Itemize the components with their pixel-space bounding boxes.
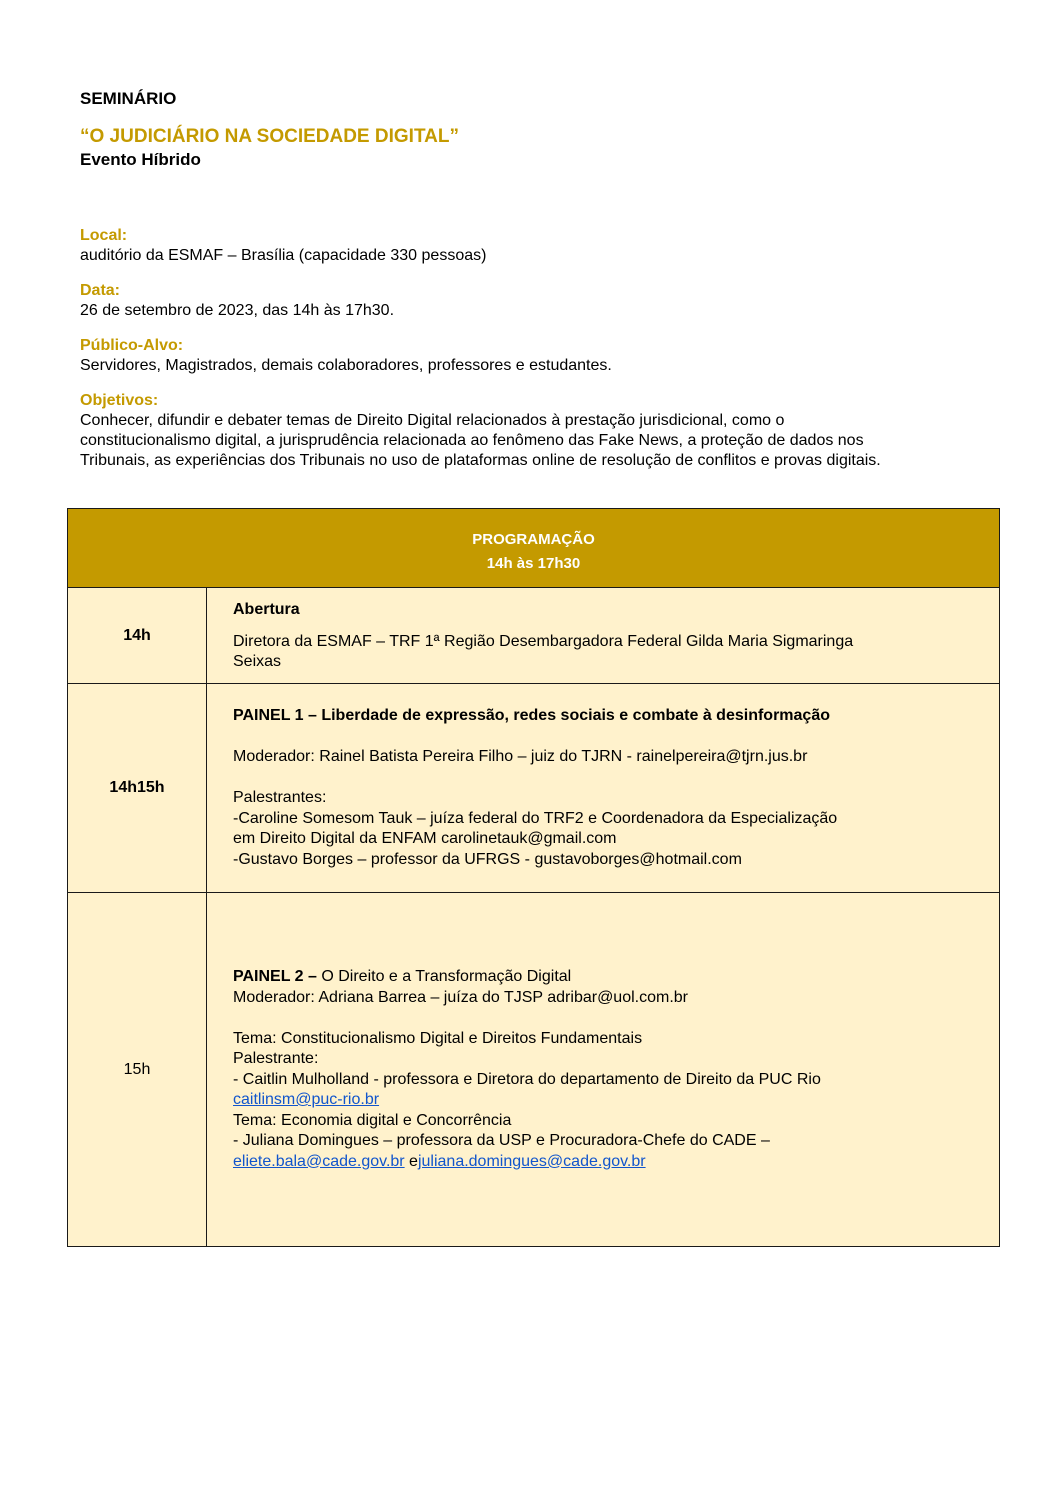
session-content [233,967,979,1172]
program-hours: 14h às 17h30 [486,555,581,572]
speaker-line: - Juliana Domingues – professora da USP e Procuradora-Chefe do CADE – [233,1132,770,1149]
moderator: Moderador: Adriana Barrea – juíza do TJSP adribar@uol.com.br [233,988,688,1006]
session-detail: Seixas [233,653,282,670]
speaker-line: -Caroline Somesom Tauk – juíza federal do TRF2 e Coordenadora da Especialização [233,809,838,827]
date-section [80,281,1000,321]
event-subtitle: Evento Híbrido [80,150,201,169]
session-time: 14h15h [68,684,207,892]
theme: Tema: Constitucionalismo Digital e Direitos Fundamentais [233,1029,643,1047]
audience-section [80,336,1000,376]
theme: Tema: Economia digital e Concorrência [233,1111,512,1129]
session-title-text: O Direito e a Transformação Digital [316,968,572,985]
objectives-line: Conhecer, difundir e debater temas de Direito Digital relacionados à prestação jurisdicional, como o [80,412,785,429]
schedule-row-abertura [67,588,1000,684]
moderator: Moderador: Rainel Batista Pereira Filho – juiz do TJRN - rainelpereira@tjrn.jus.br [233,748,808,765]
session-title: Abertura [233,601,300,618]
speaker-line: -Gustavo Borges – professor da UFRGS - gustavoborges@hotmail.com [233,850,742,868]
session-title: PAINEL 1 – Liberdade de expressão, redes sociais e combate à desinformação [233,707,830,724]
session-content [233,600,979,673]
speakers-label: Palestrantes: [233,789,327,806]
date-value: 26 de setembro de 2023, das 14h às 17h30. [80,302,395,319]
schedule-row-painel-1 [67,684,1000,893]
local-section [80,226,1000,266]
local-value: auditório da ESMAF – Brasília (capacidade 330 pessoas) [80,247,487,264]
email-link[interactable]: juliana.domingues@cade.gov.br [417,1152,646,1170]
audience-label: Público-Alvo: [80,337,184,354]
event-title: “O JUDICIÁRIO NA SOCIEDADE DIGITAL” [80,126,459,147]
objectives-line: Tribunais, as experiências dos Tribunais no uso de plataformas online de resolução de conflitos e provas digitais. [80,452,881,469]
program-header [67,508,1000,588]
audience-value: Servidores, Magistrados, demais colaboradores, professores e estudantes. [80,357,612,374]
speaker-label: Palestrante: [233,1050,319,1067]
schedule-row-painel-2 [67,893,1000,1247]
speaker-line: - Caitlin Mulholland - professora e Diretora do departamento de Direito da PUC Rio [233,1070,821,1088]
objectives-section [80,391,1000,471]
session-content [233,706,979,870]
speaker-line: em Direito Digital da ENFAM carolinetauk@gmail.com [233,830,617,847]
email-link[interactable]: caitlinsm@puc-rio.br [233,1091,380,1108]
session-title [233,967,979,988]
objectives-label: Objetivos: [80,392,159,409]
objectives-line: constitucionalismo digital, a jurisprudência relacionada ao fenômeno das Fake News, a proteção de dados nos [80,432,864,449]
session-time: 15h [68,893,207,1246]
email-link[interactable]: eliete.bala@cade.gov.br [233,1152,405,1170]
email-separator: e [404,1152,418,1170]
session-title-prefix: PAINEL 2 – [233,968,317,985]
date-label: Data: [80,282,121,299]
program-title: PROGRAMAÇÃO [472,531,595,548]
event-type-heading: SEMINÁRIO [80,89,177,108]
session-detail: Diretora da ESMAF – TRF 1ª Região Desembargadora Federal Gilda Maria Sigmaringa [233,632,854,650]
local-label: Local: [80,227,128,244]
session-time: 14h [68,588,207,683]
